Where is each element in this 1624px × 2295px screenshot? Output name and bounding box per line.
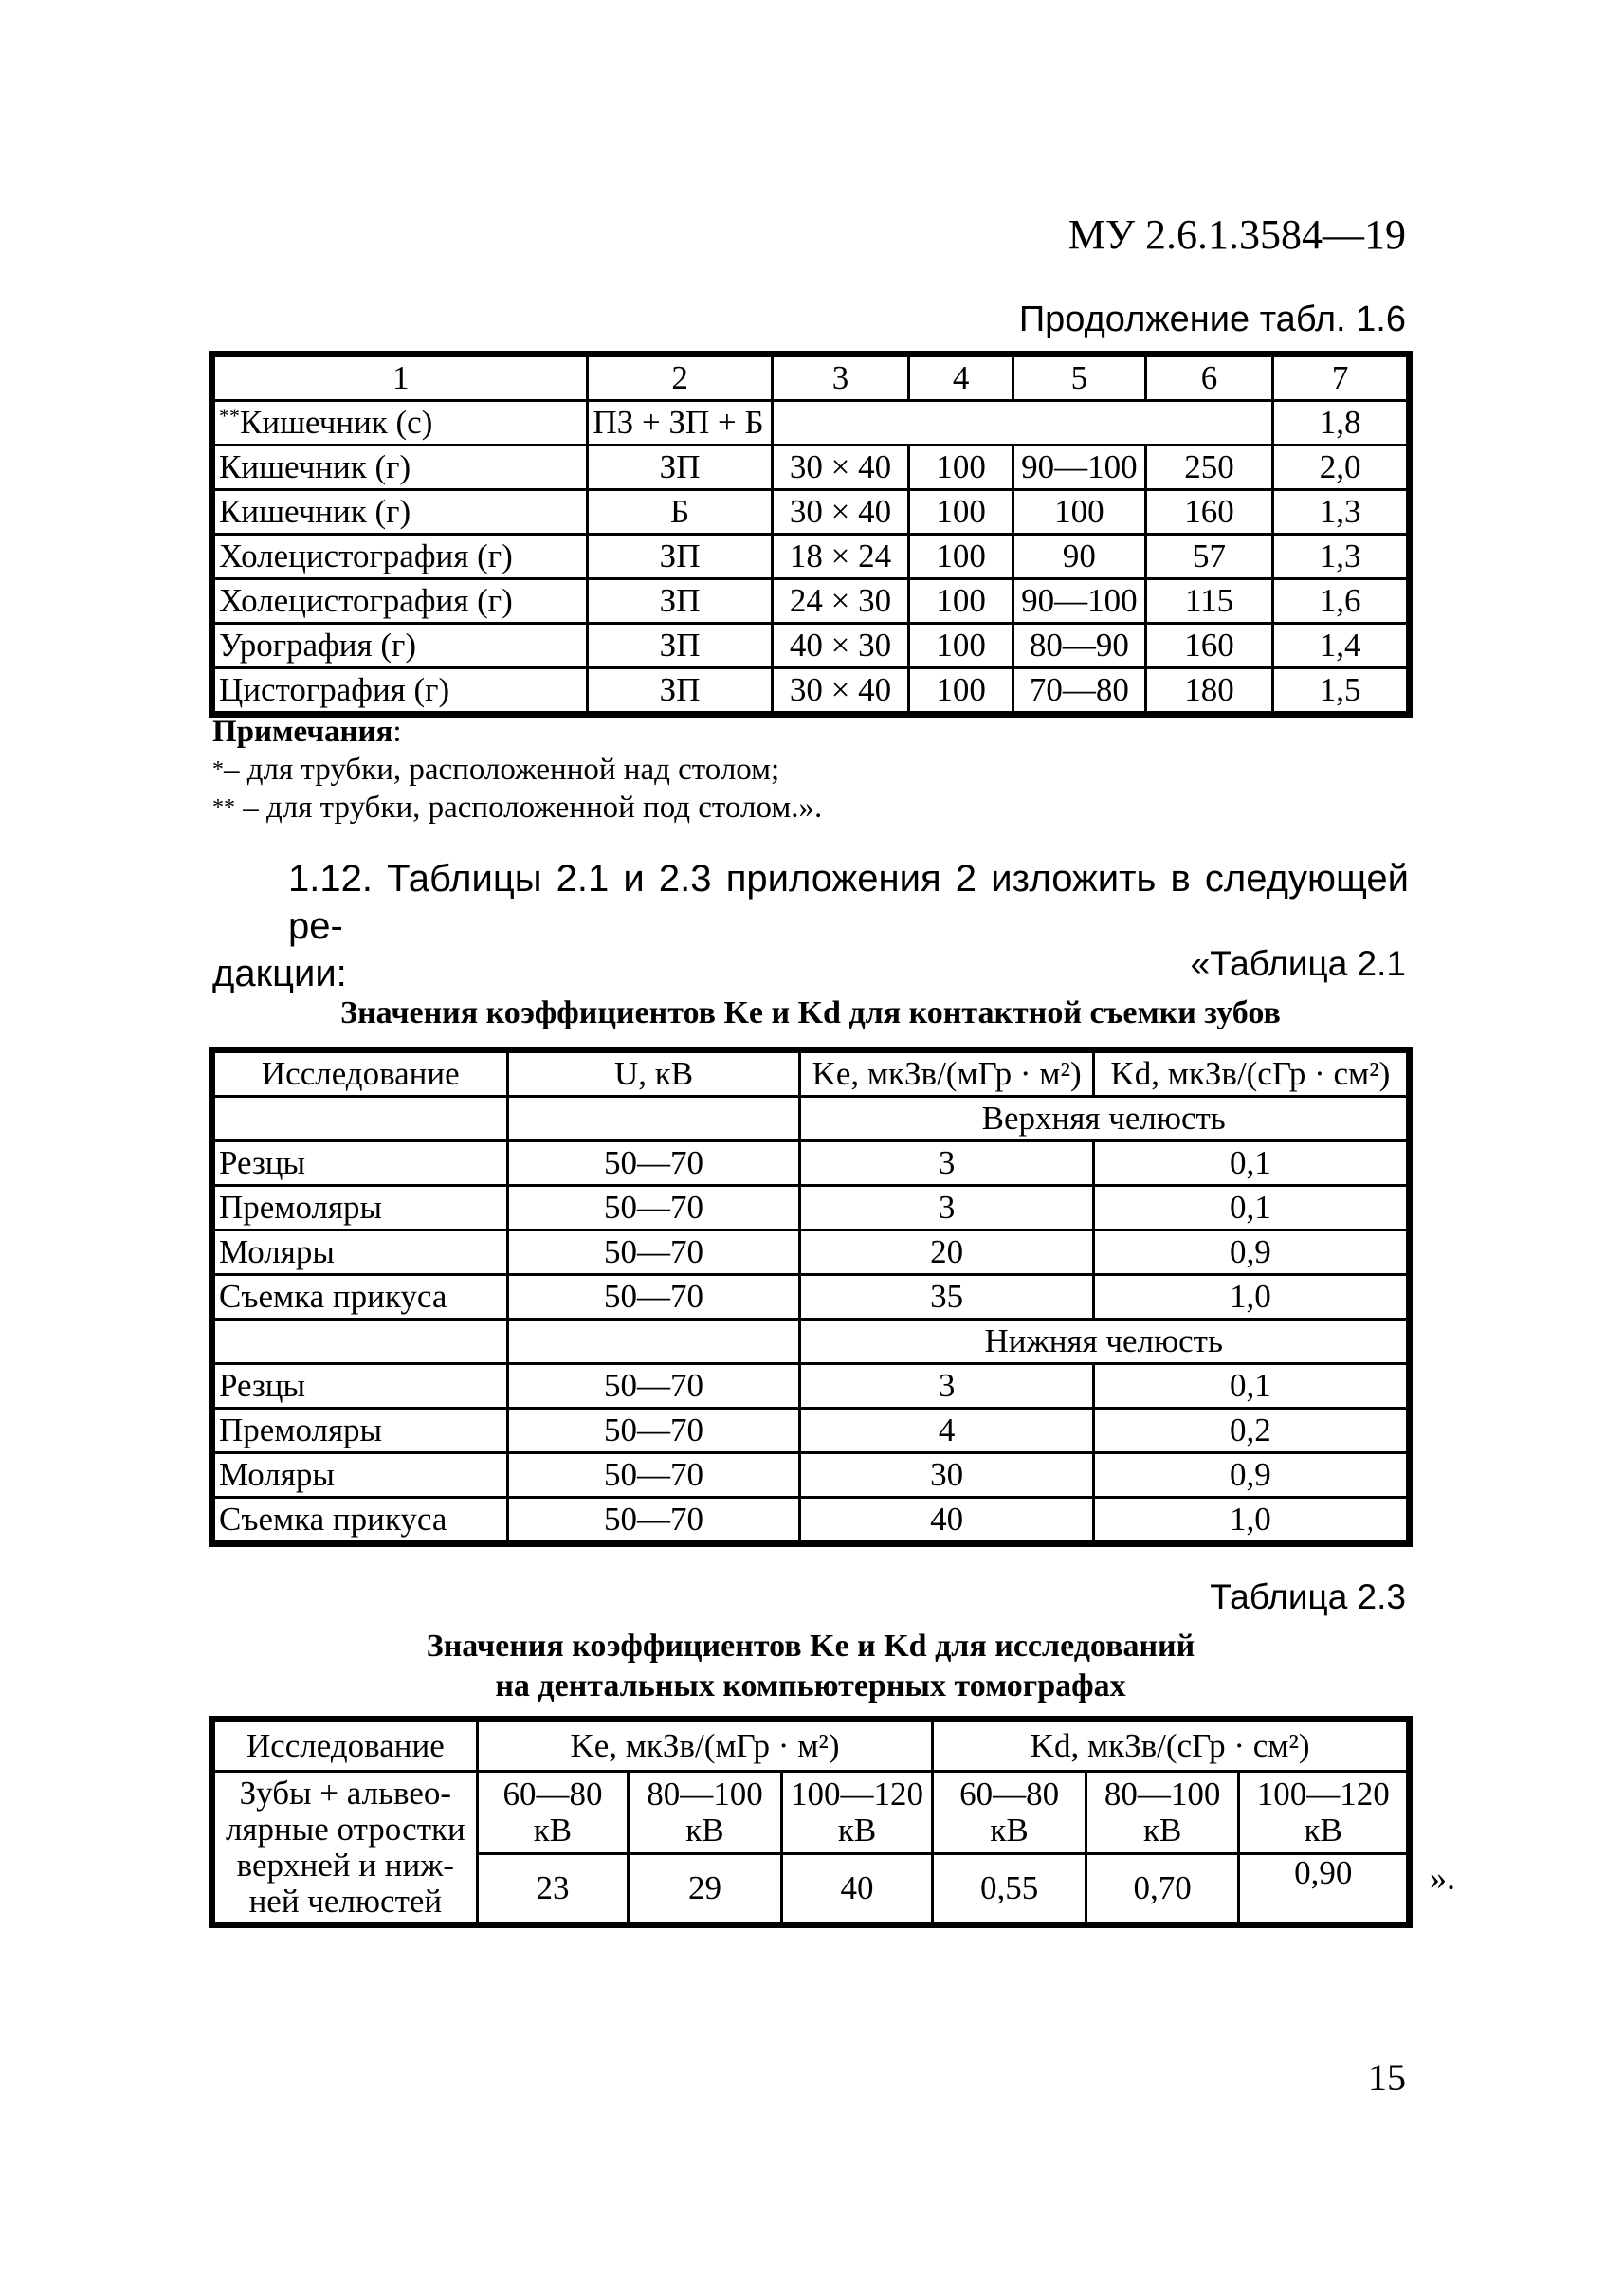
column-header: Ke, мкЗв/(мГр · м²) [800, 1052, 1093, 1097]
table-cell: Кишечник (г) [214, 446, 588, 490]
column-header: Исследование [214, 1052, 508, 1097]
table-cell: 2,0 [1273, 446, 1408, 490]
table-cell: ЗП [588, 446, 772, 490]
table-2-1-title: Значения коэффициентов Ke и Kd для контактной съемки зубов [340, 995, 1281, 1030]
range-cell: 80—100 кВ [629, 1772, 782, 1854]
table-cell: 3 [800, 1186, 1093, 1230]
table-header-row [214, 1721, 1408, 1772]
table-cell: 24 × 30 [772, 579, 909, 624]
table-row [214, 1364, 1408, 1409]
table-cell: 1,6 [1273, 579, 1408, 624]
table-cell: 160 [1145, 624, 1273, 668]
table-cell: 250 [1145, 446, 1273, 490]
table-cell: Кишечник (г) [214, 490, 588, 535]
col-number: 7 [1273, 356, 1408, 401]
table-cell-empty [772, 401, 1273, 446]
table-cell: 100 [909, 579, 1013, 624]
table-cell: 3 [800, 1364, 1093, 1409]
table-2-3-title [212, 1627, 1409, 1706]
range-cell: 80—100 кВ [1086, 1772, 1239, 1854]
range-cell: 60—80 кВ [933, 1772, 1086, 1854]
table-cell: 50—70 [507, 1275, 800, 1320]
table-row [214, 401, 1408, 446]
notes-title: Примечания [212, 715, 393, 749]
value-cell: 0,70 [1086, 1854, 1239, 1923]
column-header: Исследование [214, 1721, 478, 1772]
table-cell: 40 [800, 1498, 1093, 1542]
col-number: 3 [772, 356, 909, 401]
group-row [214, 1097, 1408, 1141]
value-cell: 0,55 [933, 1854, 1086, 1923]
table-row [214, 446, 1408, 490]
table-row [214, 490, 1408, 535]
table-cell: 90—100 [1013, 446, 1146, 490]
table-cell-empty [214, 1097, 508, 1141]
table-cell: Съемка прикуса [214, 1498, 508, 1542]
table-cell: 0,1 [1093, 1186, 1407, 1230]
footnote-marker: ** [212, 795, 235, 820]
value-cell: 29 [629, 1854, 782, 1923]
table-cell: 1,4 [1273, 624, 1408, 668]
column-header: U, кВ [507, 1052, 800, 1097]
table-cell: Моляры [214, 1453, 508, 1498]
table-cell: 100 [909, 535, 1013, 579]
table-cell: 50—70 [507, 1186, 800, 1230]
table-cell: Резцы [214, 1364, 508, 1409]
table-cell: Цистография (г) [214, 668, 588, 713]
footnote-marker: * [212, 757, 224, 782]
table-cell: 3 [800, 1141, 1093, 1186]
table-cell: 100 [909, 446, 1013, 490]
table-cell: Резцы [214, 1141, 508, 1186]
col-number: 5 [1013, 356, 1146, 401]
table-cell: 80—90 [1013, 624, 1146, 668]
column-header: Kd, мкЗв/(сГр · см²) [1093, 1052, 1407, 1097]
table-cell: Урография (г) [214, 624, 588, 668]
page-number: 15 [1368, 2056, 1406, 2099]
value-cell: 0,90 [1239, 1854, 1408, 1923]
range-row [214, 1772, 1408, 1854]
table-row [214, 1230, 1408, 1275]
table-cell: 1,3 [1273, 490, 1408, 535]
table-row [214, 668, 1408, 713]
table-cell: Моляры [214, 1230, 508, 1275]
table-cell: 50—70 [507, 1230, 800, 1275]
table-cell: Холецистография (г) [214, 579, 588, 624]
table-cell: 90—100 [1013, 579, 1146, 624]
table-continuation-label: Продолжение табл. 1.6 [1018, 300, 1406, 339]
table-cell: 40 × 30 [772, 624, 909, 668]
column-header: Kd, мкЗв/(сГр · см²) [933, 1721, 1408, 1772]
table-cell: 70—80 [1013, 668, 1146, 713]
table-cell: 30 × 40 [772, 446, 909, 490]
table-cell-empty [507, 1320, 800, 1364]
table-cell: ЗП [588, 668, 772, 713]
table-row [214, 1409, 1408, 1453]
group-header: Нижняя челюсть [800, 1320, 1408, 1364]
table-cell: ЗП [588, 624, 772, 668]
table-cell-empty [507, 1097, 800, 1141]
table-cell: 100 [909, 624, 1013, 668]
table-cell: Премоляры [214, 1409, 508, 1453]
range-cell: 100—120 кВ [781, 1772, 933, 1854]
table-1-6 [212, 355, 1409, 714]
table-cell: **Кишечник (с) [214, 401, 588, 446]
table-cell: 20 [800, 1230, 1093, 1275]
table-2-3-label: Таблица 2.3 [1210, 1577, 1406, 1616]
table-cell: ЗП [588, 535, 772, 579]
document-code: МУ 2.6.1.3584—19 [1067, 211, 1406, 258]
table-cell: 90 [1013, 535, 1146, 579]
value-cell: 23 [477, 1854, 628, 1923]
table-cell: Б [588, 490, 772, 535]
table-row [214, 1498, 1408, 1542]
note-item: ** – для трубки, расположенной под столом.». [212, 791, 823, 825]
table-cell: 50—70 [507, 1498, 800, 1542]
table-cell: 57 [1145, 535, 1273, 579]
table-cell: 160 [1145, 490, 1273, 535]
table-cell: 18 × 24 [772, 535, 909, 579]
table-cell: 100 [909, 668, 1013, 713]
table-header-row [214, 1052, 1408, 1097]
col-number: 4 [909, 356, 1013, 401]
table-cell: ЗП [588, 579, 772, 624]
table-cell: 100 [909, 490, 1013, 535]
table-row [214, 1186, 1408, 1230]
table-cell: 0,9 [1093, 1453, 1407, 1498]
paragraph-line: дакции: [212, 953, 347, 994]
table-cell: 50—70 [507, 1409, 800, 1453]
table-cell: 30 × 40 [772, 490, 909, 535]
table-row [214, 1453, 1408, 1498]
table-2-3 [212, 1720, 1409, 1924]
table-cell: 4 [800, 1409, 1093, 1453]
table-cell: 50—70 [507, 1364, 800, 1409]
footnote-marker: ** [219, 404, 240, 428]
table-cell: 0,9 [1093, 1230, 1407, 1275]
range-cell: 60—80 кВ [477, 1772, 628, 1854]
table-row [214, 1275, 1408, 1320]
study-name: Зубы + альвео- лярные отростки верхней и ниж- ней челюстей [214, 1772, 478, 1923]
title-line: Значения коэффициентов Ke и Kd для исследований [426, 1629, 1195, 1664]
table-cell: 1,5 [1273, 668, 1408, 713]
table-cell: 100 [1013, 490, 1146, 535]
table-2-1-label: «Таблица 2.1 [1190, 944, 1406, 983]
table-cell: 30 × 40 [772, 668, 909, 713]
table-cell: Премоляры [214, 1186, 508, 1230]
range-cell: 100—120 кВ [1239, 1772, 1408, 1854]
notes-title-line: Примечания: [212, 715, 402, 749]
table-row [214, 579, 1408, 624]
col-number: 2 [588, 356, 772, 401]
table-cell-empty [214, 1320, 508, 1364]
group-header: Верхняя челюсть [800, 1097, 1408, 1141]
table-cell: 35 [800, 1275, 1093, 1320]
column-header: Ke, мкЗв/(мГр · м²) [477, 1721, 933, 1772]
table-cell: 30 [800, 1453, 1093, 1498]
note-item: *– для трубки, расположенной над столом; [212, 753, 780, 787]
title-line: на дентальных компьютерных томографах [495, 1668, 1126, 1703]
group-row [214, 1320, 1408, 1364]
table-cell: 115 [1145, 579, 1273, 624]
table-2-1 [212, 1050, 1409, 1543]
table-cell: 1,0 [1093, 1498, 1407, 1542]
table-header-row [214, 356, 1408, 401]
notes-block [212, 713, 822, 827]
table-cell: 0,2 [1093, 1409, 1407, 1453]
closing-quote: ». [1430, 1859, 1455, 1897]
table-cell: 1,0 [1093, 1275, 1407, 1320]
col-number: 6 [1145, 356, 1273, 401]
table-row [214, 624, 1408, 668]
table-cell: 0,1 [1093, 1364, 1407, 1409]
table-row [214, 1141, 1408, 1186]
table-cell: 180 [1145, 668, 1273, 713]
table-cell: 1,3 [1273, 535, 1408, 579]
col-number: 1 [214, 356, 588, 401]
value-cell: 40 [781, 1854, 933, 1923]
table-cell: 50—70 [507, 1141, 800, 1186]
table-cell: Холецистография (г) [214, 535, 588, 579]
paragraph-line: 1.12. Таблицы 2.1 и 2.3 приложения 2 изложить в следующей ре- [288, 858, 1409, 947]
table-cell: ПЗ + ЗП + Б [588, 401, 772, 446]
table-cell: 1,8 [1273, 401, 1408, 446]
table-cell: Съемка прикуса [214, 1275, 508, 1320]
table-cell: 50—70 [507, 1453, 800, 1498]
table-row [214, 535, 1408, 579]
table-cell: 0,1 [1093, 1141, 1407, 1186]
